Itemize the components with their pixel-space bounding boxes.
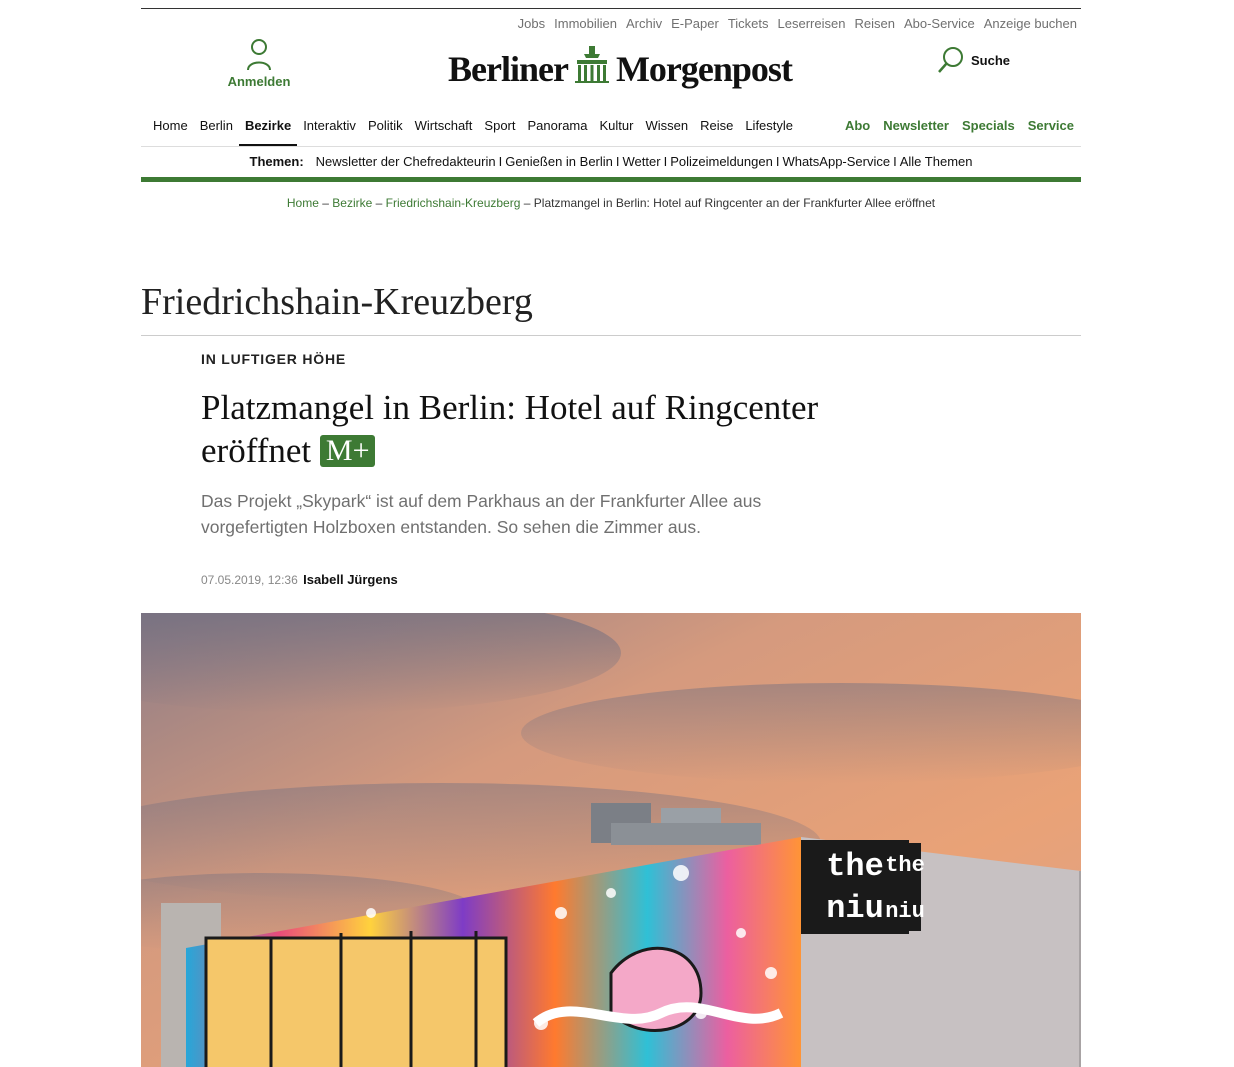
hero-sign-small-line2: niu (885, 899, 925, 924)
article-author[interactable]: Isabell Jürgens (303, 572, 398, 587)
utility-link-anzeige-buchen[interactable]: Anzeige buchen (983, 16, 1077, 31)
nav-item-lifestyle[interactable]: Lifestyle (745, 118, 794, 133)
article-teaser: Das Projekt „Skypark“ ist auf dem Parkhaus an der Frankfurter Allee aus vorgefertigten Holzboxen entstanden. So sehen die Zimmer aus. (201, 491, 762, 537)
nav-item-wissen[interactable]: Wissen (645, 118, 689, 133)
article-headline (201, 386, 901, 472)
search-button[interactable] (937, 46, 1010, 74)
nav-item-newsletter[interactable]: Newsletter (883, 118, 949, 133)
main-nav-items (147, 118, 799, 133)
nav-item-sport[interactable]: Sport (484, 118, 516, 133)
utility-link-immobilien[interactable]: Immobilien (554, 16, 617, 31)
nav-item-interaktiv[interactable]: Interaktiv (303, 118, 356, 133)
logo-text-right: Morgenpost (615, 48, 792, 89)
utility-link-archiv[interactable]: Archiv (626, 16, 663, 31)
hero-sign-small-line1: the (885, 853, 925, 878)
breadcrumb-link-bezirke[interactable]: Bezirke (332, 196, 373, 210)
article-kicker: IN LUFTIGER HÖHE (201, 351, 347, 367)
login-button[interactable] (225, 38, 293, 89)
nav-item-kultur[interactable]: Kultur (599, 118, 634, 133)
utility-link-leserreisen[interactable]: Leserreisen (777, 16, 846, 31)
nav-item-home[interactable]: Home (153, 118, 188, 133)
headline-text: Platzmangel in Berlin: Hotel auf Ringcenter eröffnet (201, 388, 819, 470)
section-title: Friedrichshain-Kreuzberg (141, 281, 533, 323)
search-label: Suche (971, 52, 1011, 68)
themen-link-newsletter[interactable]: Newsletter der Chefredakteurin (315, 154, 496, 169)
green-divider (141, 177, 1081, 182)
search-icon (937, 46, 965, 74)
login-label: Anmelden (227, 74, 291, 89)
nav-item-panorama[interactable]: Panorama (527, 118, 588, 133)
themen-link-polizeimeldungen[interactable]: Polizeimeldungen (670, 154, 773, 169)
section-divider (141, 335, 1081, 336)
nav-item-bezirke[interactable]: Bezirke (239, 118, 297, 133)
themen-separator: I (615, 154, 620, 169)
themen-link-whatsapp[interactable]: WhatsApp-Service (782, 154, 891, 169)
nav-item-berlin[interactable]: Berlin (199, 118, 233, 133)
utility-link-abo-service[interactable]: Abo-Service (903, 16, 975, 31)
site-logo[interactable] (448, 44, 792, 93)
themen-link-geniessen[interactable]: Genießen in Berlin (505, 154, 613, 169)
article-meta (201, 572, 398, 587)
utility-link-reisen[interactable]: Reisen (854, 16, 895, 31)
nav-item-abo[interactable]: Abo (844, 118, 871, 133)
utility-nav (518, 16, 1077, 31)
hero-sign-line2: niu (826, 890, 884, 927)
utility-link-jobs[interactable]: Jobs (517, 16, 546, 31)
themen-separator: I (663, 154, 668, 169)
nav-item-reise[interactable]: Reise (700, 118, 734, 133)
breadcrumb-separator: – (322, 196, 329, 210)
hero-illustration (141, 613, 1081, 1067)
breadcrumb-link-home[interactable]: Home (286, 196, 319, 210)
themen-link-wetter[interactable]: Wetter (622, 154, 661, 169)
brandenburg-gate-icon (574, 44, 610, 93)
breadcrumb-link-friedrichshain[interactable]: Friedrichshain-Kreuzberg (385, 196, 521, 210)
nav-item-politik[interactable]: Politik (367, 118, 403, 133)
hero-sign-line1: the (826, 848, 884, 885)
themen-separator: I (775, 154, 780, 169)
article-date: 07.05.2019, 12:36 (201, 573, 298, 587)
premium-badge: M+ (320, 435, 376, 467)
breadcrumb-separator: – (375, 196, 383, 210)
top-rule (141, 8, 1081, 9)
main-nav-right (845, 118, 1074, 133)
user-icon (246, 38, 272, 72)
themen-bar (141, 147, 1081, 177)
logo-text-left: Berliner (448, 48, 568, 89)
hero-image[interactable] (141, 613, 1081, 1067)
main-nav (141, 110, 1081, 147)
nav-item-wirtschaft[interactable]: Wirtschaft (414, 118, 473, 133)
breadcrumb-separator: – (523, 196, 531, 210)
themen-separator: I (893, 154, 897, 169)
utility-link-tickets[interactable]: Tickets (727, 16, 769, 31)
themen-separator: I (498, 154, 503, 169)
themen-link-alle[interactable]: Alle Themen (899, 154, 973, 169)
breadcrumb (141, 196, 1081, 210)
breadcrumb-current: Platzmangel in Berlin: Hotel auf Ringcenter an der Frankfurter Allee eröffnet (533, 196, 936, 210)
themen-label: Themen: (249, 154, 304, 169)
nav-item-specials[interactable]: Specials (961, 118, 1015, 133)
nav-item-service[interactable]: Service (1027, 118, 1074, 133)
utility-link-epaper[interactable]: E-Paper (671, 16, 719, 31)
